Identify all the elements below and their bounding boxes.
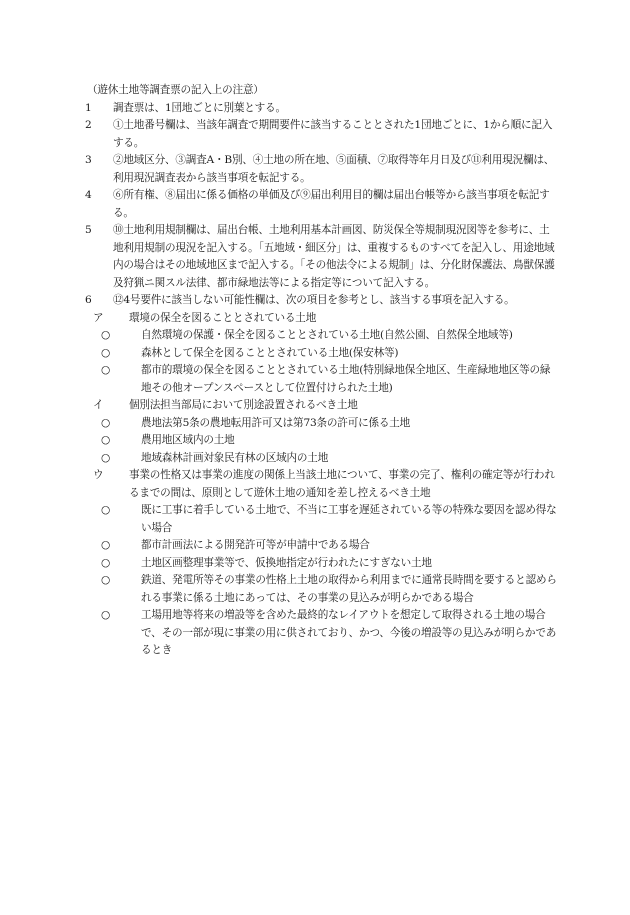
list-item-text: 都市計画法による開発許可等が申請中である場合 [141, 539, 370, 551]
item-text: ②地域区分、③調査A・B別、④土地の所在地、⑤面積、⑦取得等年月日及び⑪利用現況欄は、利用現況調査表から該当事項を転記する。 [113, 154, 555, 184]
circle-bullet-icon: ○ [101, 451, 111, 464]
instruction-item-2 [87, 117, 557, 152]
list-item [87, 450, 557, 468]
circle-bullet-icon: ○ [101, 556, 111, 569]
category-text: 事業の性格又は事業の進度の関係上当該土地について、事業の完了、権利の確定等が行われるまでの間は、原則として遊休土地の通知を差し控えるべき土地 [129, 469, 555, 499]
instruction-item-1 [87, 100, 557, 118]
circle-bullet-icon: ○ [101, 504, 111, 516]
list-item [87, 572, 557, 607]
item-number: 5 [85, 224, 92, 236]
instructions-body [87, 82, 557, 660]
list-item [87, 555, 557, 573]
item-number: 1 [85, 101, 92, 114]
list-item-text: 工場用地等将来の増設等を含めた最終的なレイアウトを想定して取得される土地の場合で、その一部が現に事業の用に供されており、かつ、今後の増設等の見込みが明らかであるとき [141, 609, 557, 656]
circle-bullet-icon: ○ [101, 539, 111, 551]
page-title: （遊休土地等調査票の記入上の注意） [87, 84, 264, 96]
list-item-text: 都市的環境の保全を図ることとされている土地(特別緑地保全地区、生産緑地地区等の緑地その他オープンスペースとして位置付けられた土地) [141, 364, 551, 394]
list-item-text: 森林として保全を図ることとされている土地(保安林等) [141, 346, 399, 359]
item-text: ⑫4号要件に該当しない可能性欄は、次の項目を参考とし、該当する事項を記入する。 [113, 294, 515, 306]
item-text: ⑥所有権、⑧届出に係る価格の単価及び⑨届出利用目的欄は届出台帳等から該当事項を転記する。 [113, 189, 550, 219]
list-item [87, 537, 557, 555]
item-text: ⑩土地利用規制欄は、届出台帳、土地利用基本計画図、防災保全等規制現況図等を参考に、土地利用規制の現況を記入する。「五地域・細区分」は、重複するものすべてを記入し、用途地域内の場合はその地域地区まで記入する。「その他法令による規制」は、分化財保護法、鳥獣保護及狩猟ニ関スル法律、都市緑地法等による指定等について記入する。 [113, 224, 555, 289]
list-item [87, 607, 557, 660]
circle-bullet-icon: ○ [101, 346, 111, 359]
category-u-heading [87, 467, 557, 502]
list-item-text: 地域森林計画対象民有林の区域内の土地 [141, 451, 329, 464]
list-item [87, 327, 557, 345]
list-item [87, 502, 557, 537]
item-number: 4 [85, 189, 92, 201]
circle-bullet-icon: ○ [101, 329, 111, 341]
item-number: 2 [85, 119, 92, 131]
item-number: 3 [85, 154, 92, 166]
list-item-text: 既に工事に着手している土地で、不当に工事を遅延されている等の特殊な要因を認め得ない場合 [141, 504, 557, 534]
item-text: 調査票は、1団地ごとに別葉とする。 [113, 101, 286, 114]
category-text: 個別法担当部局において別途設置されるべき土地 [129, 399, 358, 411]
category-mark: ウ [93, 469, 104, 481]
list-item [87, 362, 557, 397]
instruction-item-3 [87, 152, 557, 187]
list-item [87, 415, 557, 433]
list-item-text: 鉄道、発電所等その事業の性格上土地の取得から利用までに通常長時間を要すると認められる事業に係る土地にあっては、その事業の見込みが明らかである場合 [141, 574, 557, 604]
list-item [87, 345, 557, 363]
circle-bullet-icon: ○ [101, 609, 111, 621]
instruction-item-5 [87, 222, 557, 292]
instruction-item-6 [87, 292, 557, 310]
circle-bullet-icon: ○ [101, 574, 111, 586]
list-item [87, 432, 557, 450]
category-i-heading [87, 397, 557, 415]
instruction-item-4 [87, 187, 557, 222]
item-number: 6 [85, 294, 92, 306]
list-item-text: 農用地区域内の土地 [141, 434, 235, 446]
list-item-text: 土地区画整理事業等で、仮換地指定が行われたにすぎない土地 [141, 556, 432, 569]
category-mark: ア [93, 311, 104, 324]
circle-bullet-icon: ○ [101, 364, 111, 376]
category-text: 環境の保全を図ることとされている土地 [129, 311, 317, 324]
category-mark: イ [93, 399, 104, 411]
category-a-heading [87, 310, 557, 328]
circle-bullet-icon: ○ [101, 434, 111, 446]
list-item-text: 自然環境の保護・保全を図ることとされている土地(自然公園、自然保全地域等) [141, 329, 513, 341]
item-text: ①土地番号欄は、当該年調査で期間要件に該当することとされた1団地ごとに、1から順に記入する。 [113, 119, 553, 149]
list-item-text: 農地法第5条の農地転用許可又は第73条の許可に係る土地 [141, 416, 411, 429]
circle-bullet-icon: ○ [101, 416, 111, 429]
